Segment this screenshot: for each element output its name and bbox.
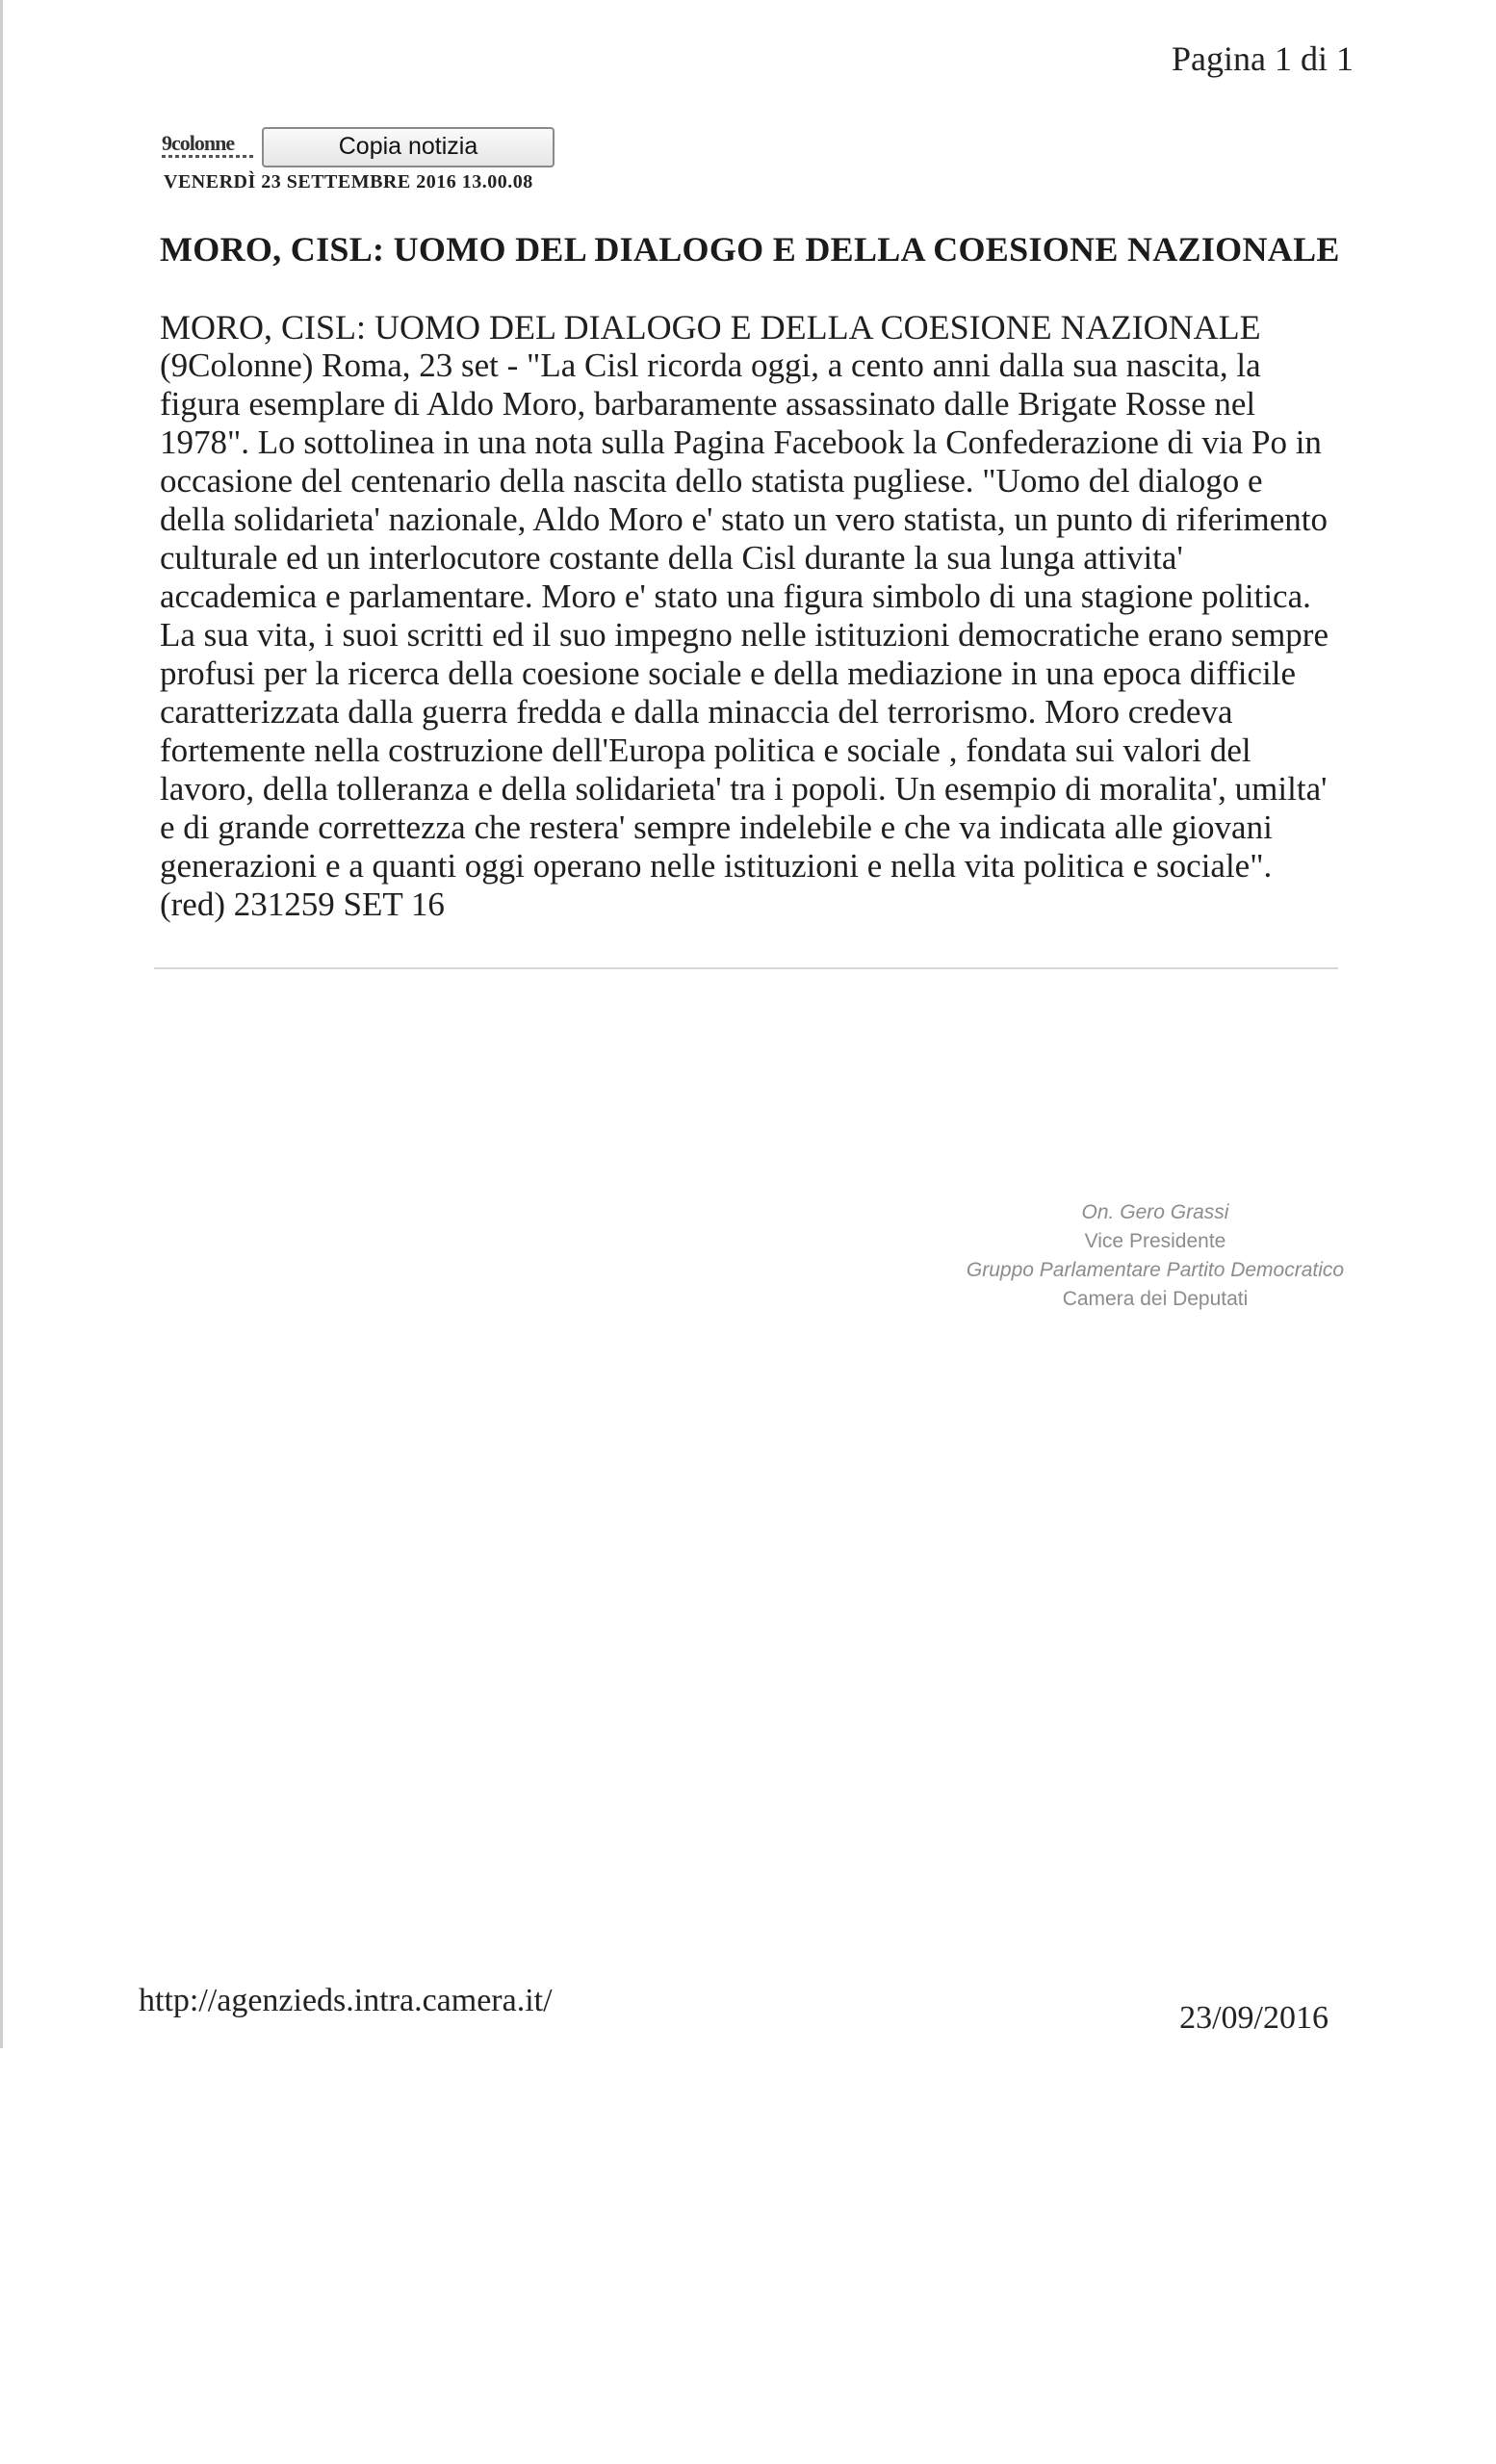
agency-logo xyxy=(162,131,258,164)
article-line: (red) 231259 SET 16 xyxy=(160,886,445,923)
article-line: e di grande correttezza che restera' sempre indelebile e che va indicata alle giovani xyxy=(160,808,1273,846)
agency-logo-underline xyxy=(162,155,254,158)
stamp-chamber: Camera dei Deputati xyxy=(1062,1288,1249,1310)
article-line: generazioni e a quanti oggi operano nelle istituzioni e nella vita politica e sociale". xyxy=(160,847,1273,885)
article-body xyxy=(160,308,1354,924)
article-line: profusi per la ricerca della coesione sociale e della mediazione in una epoca difficile xyxy=(160,654,1297,692)
article-line: (9Colonne) Roma, 23 set - "La Cisl ricorda oggi, a cento anni dalla sua nascita, la xyxy=(160,346,1261,384)
article-line: caratterizzata dalla guerra fredda e dalla minaccia del terrorismo. Moro credeva xyxy=(160,693,1233,731)
section-divider xyxy=(154,967,1338,969)
agency-logo-text: 9colonne xyxy=(162,131,235,155)
article-line: figura esemplare di Aldo Moro, barbaramente assassinato dalle Brigate Rosse nel xyxy=(160,385,1256,423)
article-line: della solidarieta' nazionale, Aldo Moro e' stato un vero statista, un punto di riferimento xyxy=(160,500,1328,538)
deputy-stamp xyxy=(915,1198,1396,1314)
article-line: MORO, CISL: UOMO DEL DIALOGO E DELLA COESIONE NAZIONALE xyxy=(160,308,1261,346)
article-line: culturale ed un interlocutore costante della Cisl durante la sua lunga attivita' xyxy=(160,539,1183,577)
article-line: accademica e parlamentare. Moro e' stato una figura simbolo di una stagione politica. xyxy=(160,578,1311,615)
article-line: lavoro, della tolleranza e della solidarieta' tra i popoli. Un esempio di moralita', umilta' xyxy=(160,770,1328,808)
article-line: La sua vita, i suoi scritti ed il suo impegno nelle istituzioni democratiche erano sempre xyxy=(160,616,1328,654)
footer-url: http://agenzieds.intra.camera.it/ xyxy=(139,1983,553,2018)
article-line: occasione del centenario della nascita dello statista pugliese. "Uomo del dialogo e xyxy=(160,462,1263,500)
copy-news-button[interactable]: Copia notizia xyxy=(262,127,555,167)
article-headline: MORO, CISL: UOMO DEL DIALOGO E DELLA COESIONE NAZIONALE xyxy=(160,230,1340,269)
article-line: fortemente nella costruzione dell'Europa politica e sociale , fondata sui valori del xyxy=(160,732,1251,769)
stamp-group: Gruppo Parlamentare Partito Democratico xyxy=(966,1259,1345,1281)
scan-edge xyxy=(0,0,3,2048)
stamp-name: On. Gero Grassi xyxy=(1081,1201,1229,1223)
stamp-role: Vice Presidente xyxy=(1084,1230,1226,1252)
article-line: 1978". Lo sottolinea in una nota sulla Pagina Facebook la Confederazione di via Po in xyxy=(160,424,1322,461)
dateline: VENERDÌ 23 SETTEMBRE 2016 13.00.08 xyxy=(164,171,533,192)
footer-date: 23/09/2016 xyxy=(1179,2000,1328,2036)
agency-header xyxy=(162,127,555,167)
page-number: Pagina 1 di 1 xyxy=(1172,39,1354,78)
